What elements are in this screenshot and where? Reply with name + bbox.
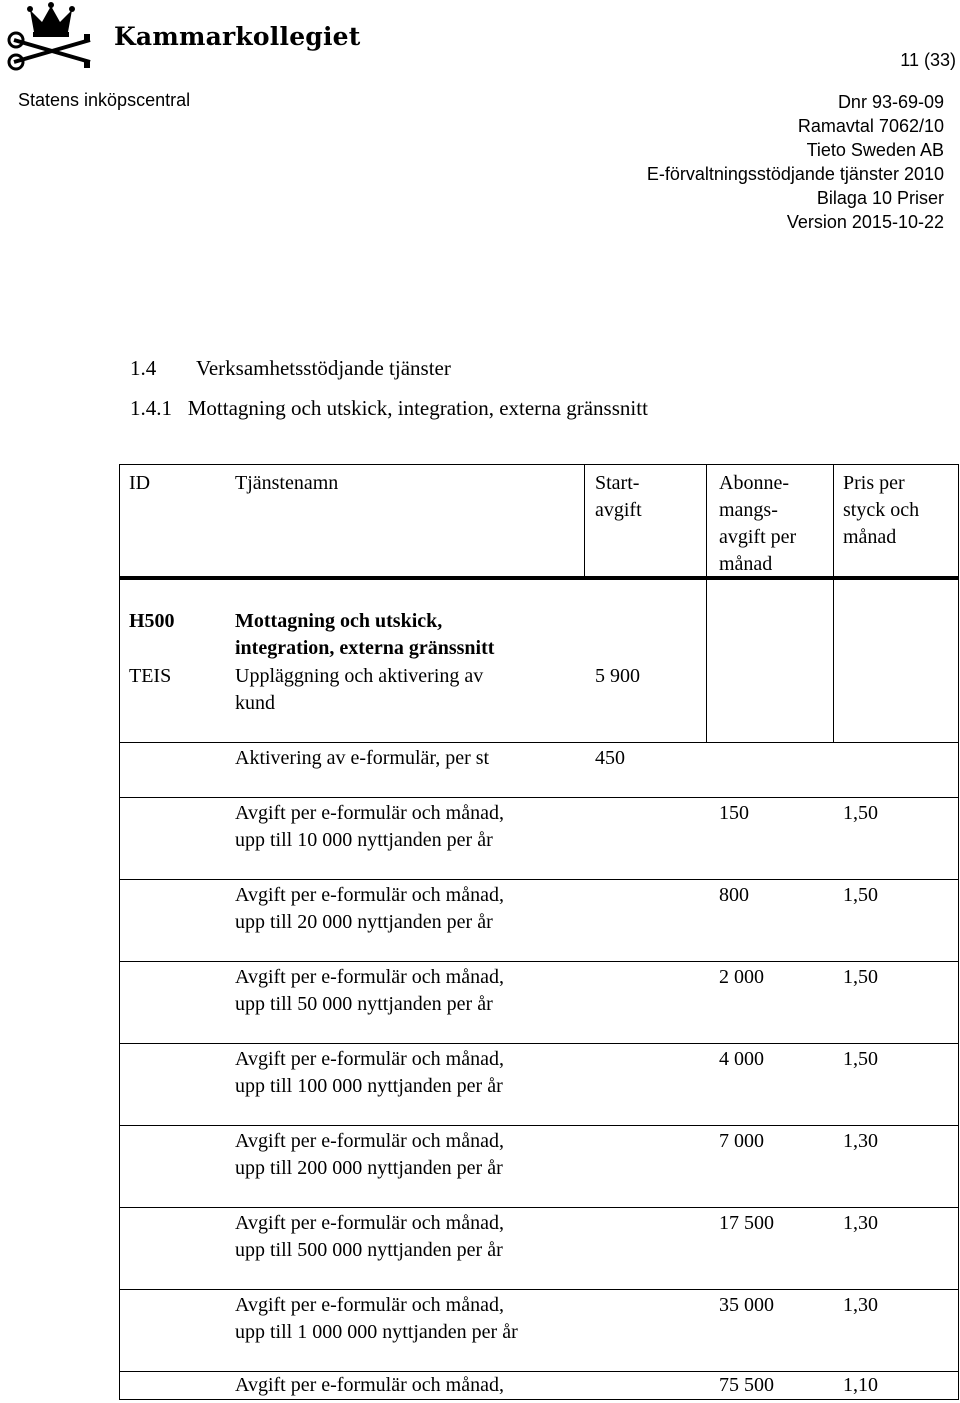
tier-monthly-fee: 17 500 — [719, 1212, 774, 1234]
section-title: Verksamhetsstödjande tjänster — [196, 356, 451, 380]
tier-name: Avgift per e-formulär och månad, upp till 200 000 nyttjanden per år — [235, 1130, 504, 1179]
tier-monthly-fee: 800 — [719, 884, 749, 906]
section-number: 1.4 — [130, 356, 157, 380]
tier-unit-price: 1,30 — [843, 1130, 878, 1152]
price-table — [119, 464, 959, 1400]
tier-unit-price: 1,50 — [843, 802, 878, 824]
tier-monthly-fee: 35 000 — [719, 1294, 774, 1316]
meta-dnr: Dnr 93-69-09 — [837, 92, 944, 112]
meta-appendix: Bilaga 10 Priser — [816, 188, 944, 208]
teis-id: TEIS — [129, 665, 172, 687]
tier-name: Avgift per e-formulär och månad, — [235, 1374, 504, 1396]
teis-start-fee: 5 900 — [595, 665, 640, 687]
tier-name: Avgift per e-formulär och månad, upp till 20 000 nyttjanden per år — [235, 884, 504, 933]
activation-start-fee: 450 — [595, 747, 625, 769]
tier-name: Avgift per e-formulär och månad, upp till 50 000 nyttjanden per år — [235, 966, 504, 1015]
header-monthly-fee: Abonne- mangs- avgift per månad — [719, 472, 797, 575]
tier-name: Avgift per e-formulär och månad, upp till 100 000 nyttjanden per år — [235, 1048, 504, 1097]
tier-name: Avgift per e-formulär och månad, upp till 1 000 000 nyttjanden per år — [235, 1294, 518, 1343]
group-title: Mottagning och utskick, integration, externa gränssnitt — [235, 610, 495, 659]
tier-unit-price: 1,50 — [843, 1048, 878, 1070]
tier-monthly-fee: 75 500 — [719, 1374, 774, 1396]
page-number: 11 (33) — [900, 50, 956, 70]
meta-agreement: E-förvaltningsstödjande tjänster 2010 — [646, 164, 944, 184]
section-heading — [130, 356, 451, 381]
header-service-name: Tjänstenamn — [235, 472, 339, 494]
tier-name: Avgift per e-formulär och månad, upp till 10 000 nyttjanden per år — [235, 802, 504, 851]
tier-unit-price: 1,50 — [843, 884, 878, 906]
meta-ramavtal: Ramavtal 7062/10 — [797, 116, 944, 136]
tier-monthly-fee: 2 000 — [719, 966, 764, 988]
tier-unit-price: 1,10 — [843, 1374, 878, 1396]
header-id: ID — [129, 472, 151, 494]
document-meta — [647, 90, 944, 234]
kammarkollegiet-logo — [6, 2, 361, 72]
meta-supplier: Tieto Sweden AB — [806, 140, 944, 160]
tier-monthly-fee: 7 000 — [719, 1130, 764, 1152]
tier-name: Avgift per e-formulär och månad, upp till 500 000 nyttjanden per år — [235, 1212, 504, 1261]
subsection-heading — [130, 396, 648, 421]
subsection-title: Mottagning och utskick, integration, externa gränssnitt — [187, 396, 648, 420]
tier-monthly-fee: 150 — [719, 802, 749, 824]
activation-name: Aktivering av e-formulär, per st — [235, 747, 490, 769]
organization-name: Statens inköpscentral — [18, 90, 191, 110]
header-start-fee: Start- avgift — [595, 472, 642, 521]
subsection-number: 1.4.1 — [130, 396, 172, 420]
tier-unit-price: 1,50 — [843, 966, 878, 988]
header-unit-price: Pris per styck och månad — [843, 472, 920, 548]
crown-keys-icon — [6, 2, 106, 72]
logo-wordmark: Kammarkollegiet — [114, 22, 361, 51]
teis-name: Uppläggning och aktivering av kund — [235, 665, 484, 714]
group-id: H500 — [129, 610, 175, 632]
tier-unit-price: 1,30 — [843, 1294, 878, 1316]
tier-monthly-fee: 4 000 — [719, 1048, 764, 1070]
tier-unit-price: 1,30 — [843, 1212, 878, 1234]
meta-version: Version 2015-10-22 — [786, 212, 944, 232]
